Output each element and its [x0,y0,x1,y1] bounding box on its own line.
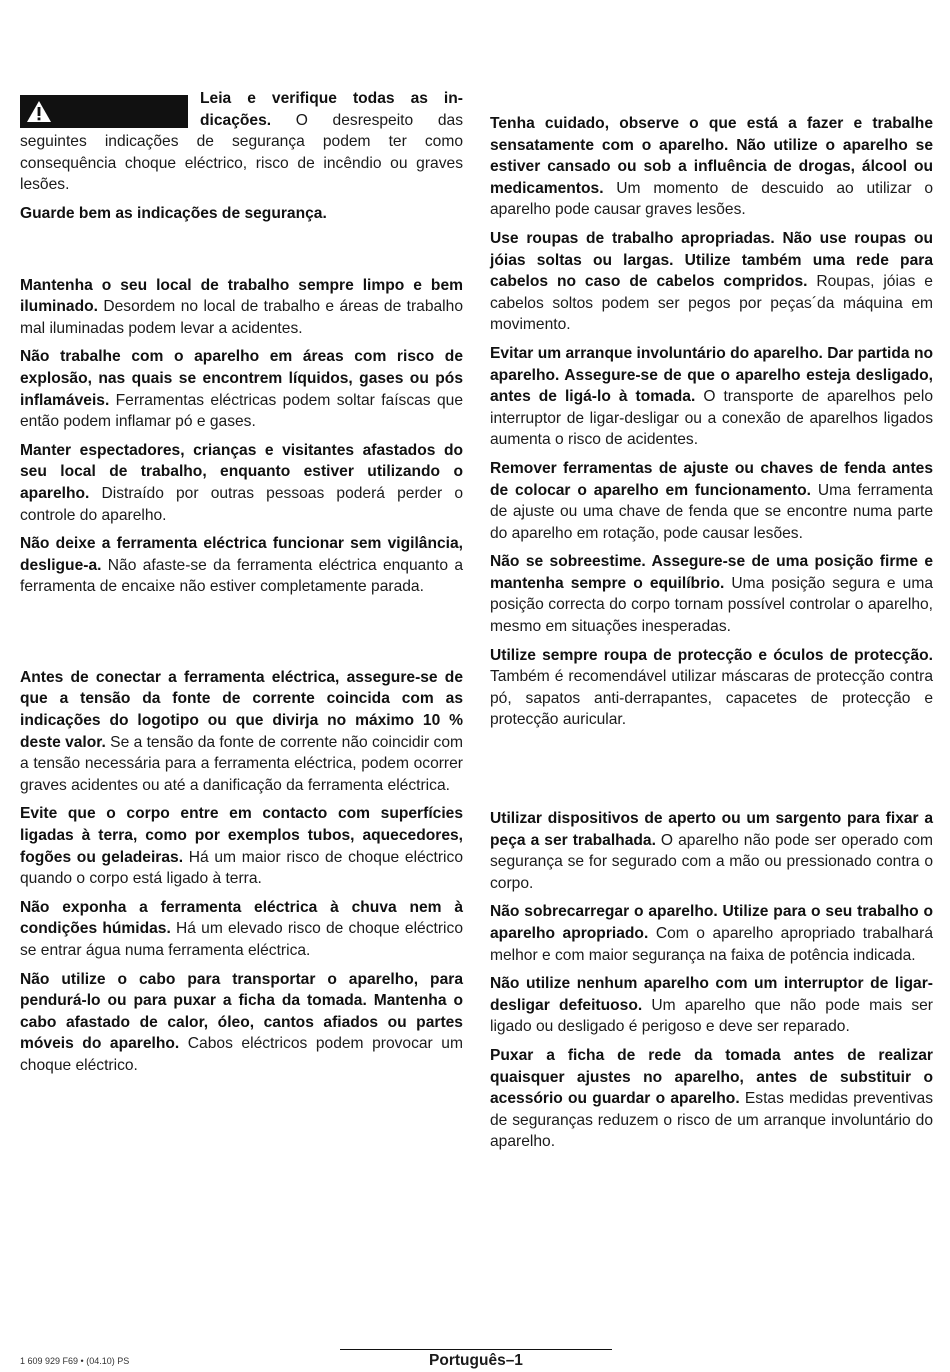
footer-rule [340,1349,612,1350]
paragraph: Não utilize nenhum aparelho com um interruptor de ligar-desligar defeituoso. Um aparelho que não pode mais ser ligado ou desligado é perigoso e deve ser reparado. [490,975,933,1036]
paragraph: Não sobrecarregar o aparelho. Utilize para o seu trabalho o aparelho apropriado. Com o aparelho apropriado trabalhará melhor e com maior segurança na faixa de potência indicada. [490,903,933,964]
paragraph: Não se sobreestime. Assegure-se de uma posição firme e mantenha sempre o equilíbrio. Uma posição segura e uma posição correcta do corpo tornam possível controlar o aparelho, mesmo em situações inesperadas. [490,553,933,636]
paragraph: Manter espectadores, crianças e visitantes afastados do seu local de trabalho, enquanto estiver utilizando o aparelho. Distraído por outras pessoas poderá perder o controle do aparelho. [20,441,463,524]
paragraph: Evitar um arranque involuntário do aparelho. Dar partida no aparelho. Assegure-se de que o aparelho esteja desligado, antes de ligá-lo à tomada. O transporte de aparelhos pelo interruptor de ligar-desligar ou a conexão de aparelhos ligados aumenta o risco de acidentes. [490,344,933,449]
document-code: 1 609 929 F69 • (04.10) PS [20,1356,130,1366]
right-column [490,113,933,1160]
paragraph: Não trabalhe com o aparelho em áreas com risco de explosão, nas quais se encontrem líquidos, gases ou pós inflamáveis. Ferramentas eléctricas podem soltar faíscas que então podem inflamar pó e gases. [20,348,463,431]
paragraph: Use roupas de trabalho apropriadas. Não use roupas ou jóias soltas ou largas. Utilize também uma rede para cabelos no caso de cabelos compridos. Roupas, jóias e cabelos soltos podem ser pegos por peças´da máquina em movimento. [490,229,933,334]
paragraph: Não deixe a ferramenta eléctrica funcionar sem vigilância, desligue-a. Não afaste-se da ferramenta eléctrica enquanto a ferramenta de encaixe não estiver completamente parada. [20,535,463,596]
page-number: Português–1 [429,1352,523,1369]
paragraph: Utilize sempre roupa de protecção e óculos de protecção. Também é recomendável utilizar máscaras de protecção contra pó, sapatos anti-derrapantes, capacetes de protecção e protecção auricular. [490,646,933,729]
work-area-section [20,275,463,598]
paragraph: Não exponha a ferramenta eléctrica à chuva nem à condições húmidas. Há um elevado risco de choque eléctrico se entrar água numa ferramenta eléctrica. [20,898,463,959]
warning-paragraph: Leia e verifique todas as indicações. O desrespeito das seguintes indicações de segurança podem ter como consequência choque eléctrico, risco de incêndio ou graves lesões. [20,90,463,194]
paragraph: Evite que o corpo entre em contacto com superfícies ligadas à terra, como por exemplos tubos, aquecedores, fogões ou geladeiras. Há um maior risco de choque eléctrico quando o corpo está ligado à terra. [20,805,463,888]
electrical-section [20,667,463,1077]
paragraph: Remover ferramentas de ajuste ou chaves de fenda antes de colocar o aparelho em funcionamento. Uma ferramenta de ajuste ou uma chave de fenda que se encontre numa parte do aparelho em rotação, pode causar lesões. [490,459,933,542]
keep-instructions: Guarde bem as indicações de segurança. [20,204,327,222]
personal-safety-section [490,113,933,731]
left-column [20,88,463,1084]
paragraph: Utilizar dispositivos de aperto ou um sargento para fixar a peça a ser trabalhada. O aparelho não pode ser operado com segurança se for segurado com a mão ou pressionado contra o corpo. [490,810,933,892]
paragraph: Antes de conectar a ferramenta eléctrica, assegure-se de que a tensão da fonte de corrente coincida com as indicações do logotipo ou que divirja no máximo 10 % deste valor. Se a tensão da fonte de corrente não coincidir com a tensão necessária para a ferramenta eléctrica, podem ocorrer graves acidentes ou até a danificação da ferramenta eléctrica. [20,668,463,794]
paragraph: Não utilize o cabo para transportar o aparelho, para pendurá-lo ou para puxar a ficha da tomada. Mantenha o cabo afastado de calor, óleo, cantos afiados ou partes móveis do aparelho. Cabos eléctricos podem provocar um choque eléctrico. [20,970,463,1074]
paragraph: Mantenha o seu local de trabalho sempre limpo e bem iluminado. Desordem no local de trabalho e áreas de trabalho mal iluminadas podem levar a acidentes. [20,276,463,337]
careful-use-section [490,808,933,1153]
warning-block [20,88,463,196]
paragraph: Tenha cuidado, observe o que está a fazer e trabalhe sensatamente com o aparelho. Não utilize o aparelho se estiver cansado ou sob a influência de drogas, álcool ou medicamentos. Um momento de descuido ao utilizar o aparelho pode causar graves lesões. [490,115,933,219]
paragraph: Puxar a ficha de rede da tomada antes de realizar quaisquer ajustes no aparelho, antes de substituir o acessório ou guardar o aparelho. Estas medidas preventivas de seguranças reduzem o risco de um arranque involuntário do aparelho. [490,1046,933,1151]
warning-label-box [20,95,188,128]
warning-triangle-icon [26,100,52,123]
